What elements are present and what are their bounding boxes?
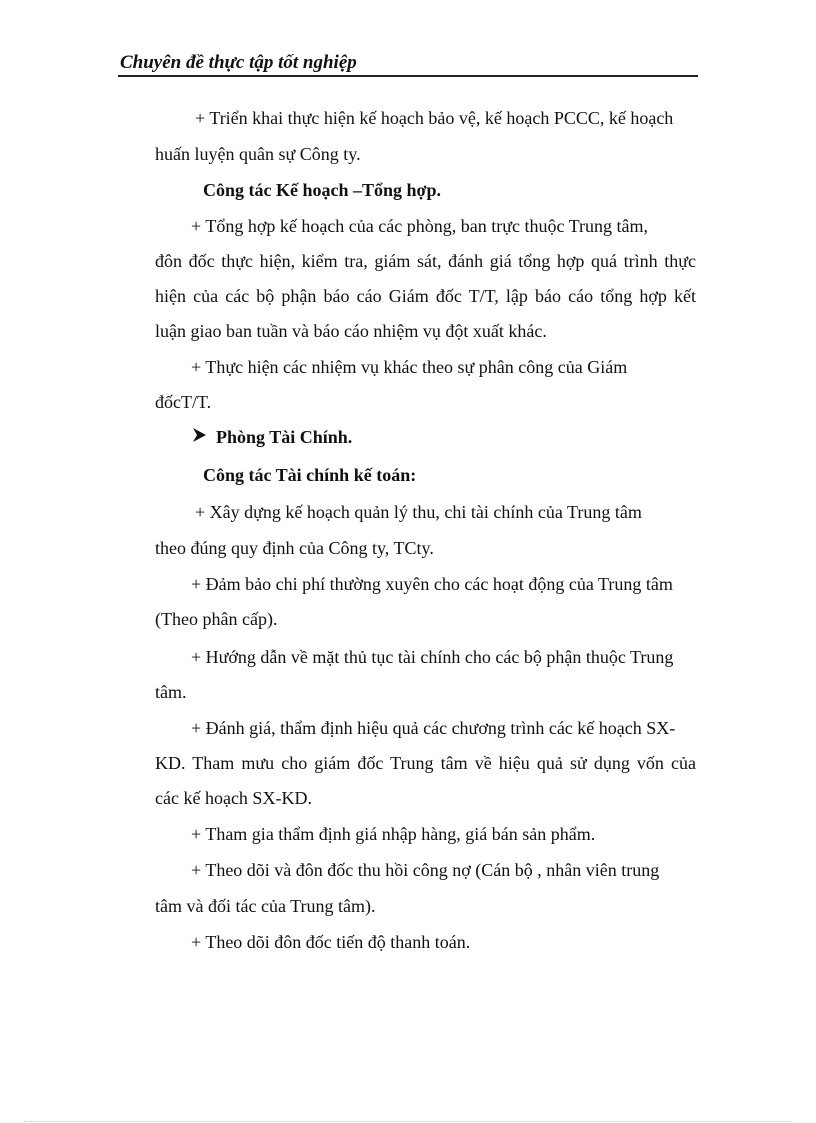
section-heading-tai-chinh-ke-toan: Công tác Tài chính kế toán: (203, 465, 417, 485)
arrow-bullet-icon (191, 427, 207, 443)
document-header-title: Chuyên đề thực tập tốt nghiệp (120, 52, 357, 73)
text-line: hiện của các bộ phận báo cáo Giám đốc T/T, lập báo cáo tổng hợp kết (155, 286, 696, 306)
text-line: KD. Tham mưu cho giám đốc Trung tâm về hiệu quả sử dụng vốn của (155, 753, 696, 773)
text-line: tâm và đối tác của Trung tâm). (155, 896, 376, 916)
text-line: đốcT/T. (155, 392, 212, 412)
text-line: + Tổng hợp kế hoạch của các phòng, ban trực thuộc Trung tâm, (191, 216, 648, 236)
text-line: + Triển khai thực hiện kế hoạch bảo vệ, kế hoạch PCCC, kế hoạch (195, 108, 674, 128)
text-line: + Thực hiện các nhiệm vụ khác theo sự phân công của Giám (191, 357, 628, 377)
text-line: (Theo phân cấp). (155, 609, 278, 629)
page-bottom-rule (24, 1121, 792, 1122)
text-line: theo đúng quy định của Công ty, TCty. (155, 538, 434, 558)
text-line: + Xây dựng kế hoạch quản lý thu, chi tài chính của Trung tâm (195, 502, 642, 522)
text-line: + Theo dõi và đôn đốc thu hồi công nợ (Cán bộ , nhân viên trung (191, 860, 660, 880)
text-line: tâm. (155, 682, 187, 702)
text-line: + Theo dõi đôn đốc tiến độ thanh toán. (191, 932, 471, 952)
text-line: huấn luyện quân sự Công ty. (155, 144, 361, 164)
text-line: + Đánh giá, thẩm định hiệu quả các chương trình các kế hoạch SX- (191, 718, 676, 738)
text-line: + Đảm bảo chi phí thường xuyên cho các hoạt động của Trung tâm (191, 574, 673, 594)
text-line: đôn đốc thực hiện, kiểm tra, giám sát, đánh giá tổng hợp quá trình thực (155, 251, 696, 271)
text-line: luận giao ban tuần và báo cáo nhiệm vụ đột xuất khác. (155, 321, 547, 341)
section-heading-ke-hoach: Công tác Kế hoạch –Tổng hợp. (203, 180, 441, 200)
text-line: + Tham gia thẩm định giá nhập hàng, giá bán sản phẩm. (191, 824, 596, 844)
header-rule (118, 75, 698, 77)
text-line: các kế hoạch SX-KD. (155, 788, 312, 808)
section-heading-phong-tai-chinh: Phòng Tài Chính. (216, 427, 353, 447)
text-line: + Hướng dẫn về mặt thủ tục tài chính cho các bộ phận thuộc Trung (191, 647, 674, 667)
